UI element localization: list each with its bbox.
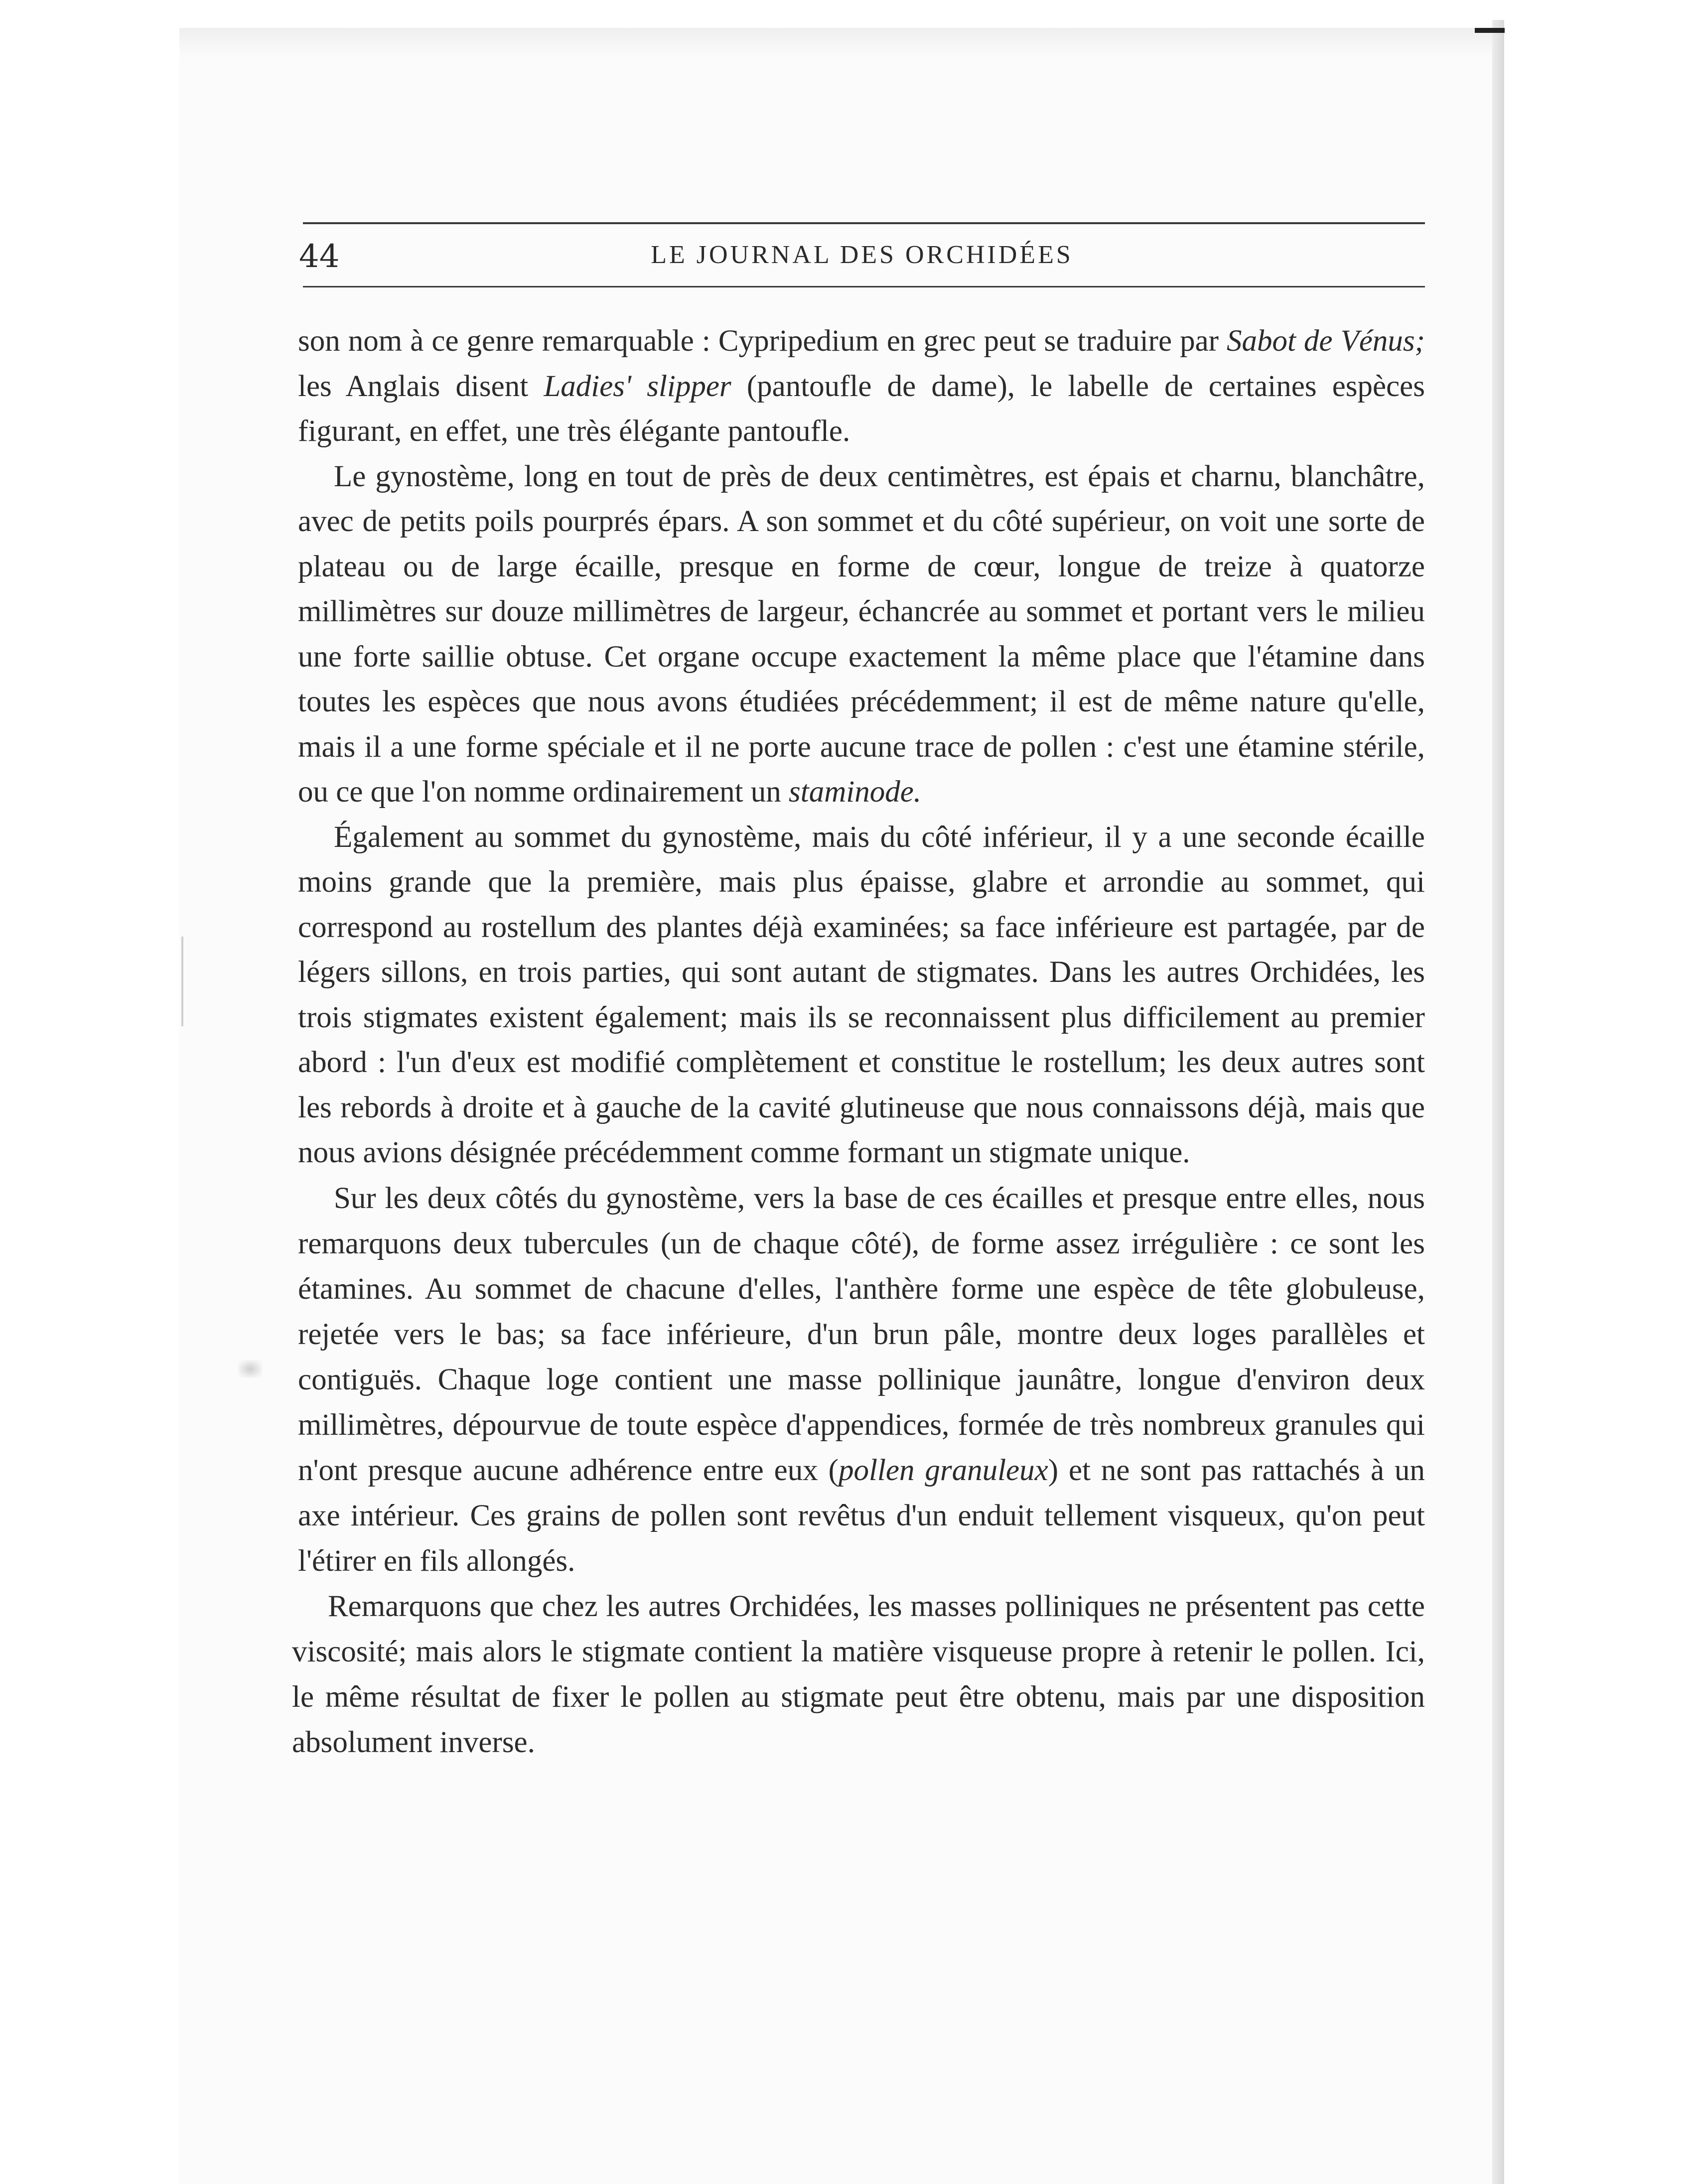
margin-mark (181, 937, 183, 1026)
page-header (299, 234, 1425, 279)
page-number: 44 (299, 238, 340, 275)
header-rule-bottom (303, 286, 1425, 287)
header-rule-top (303, 222, 1425, 224)
scan-top-shade (179, 28, 1495, 58)
paragraph-2: Le gynostème, long en tout de près de deux centimètres, est épais et charnu, blanchâtre, avec de petits poils pourprés épars. A son sommet et du côté supérieur, on voit une sorte de plateau ou de large écaille, presque en forme de cœur, longue de treize à quatorze millimètres sur douze millimètres de largeur, échancrée au sommet et portant vers le milieu une forte saillie obtuse. Cet organe occupe exactement la même place que l'étamine dans toutes les espèces que nous avons étudiées précédemment; il est de même nature qu'elle, mais il a une forme spéciale et il ne porte aucune trace de pollen : c'est une étamine stérile, ou ce que l'on nomme ordinairement un staminode. (298, 459, 1425, 809)
ink-smudge (238, 1360, 262, 1378)
scan-corner-mark (1475, 28, 1505, 33)
body-text (292, 319, 1425, 1765)
running-title: LE JOURNAL DES ORCHIDÉES (651, 241, 1073, 269)
paragraph-5: Remarquons que chez les autres Orchidées, les masses polliniques ne présentent pas cette viscosité; mais alors le stigmate contient la matière visqueuse propre à retenir le pollen. Ici, le même résultat de fixer le pollen au stigmate peut être obtenu, mais par une disposition absolument inverse. (292, 1589, 1425, 1759)
paragraph-3: Également au sommet du gynostème, mais du côté inférieur, il y a une seconde écaille moins grande que la première, mais plus épaisse, glabre et arrondie au sommet, qui correspond au rostellum des plantes déjà examinées; sa face inférieure est partagée, par de légers sillons, en trois parties, qui sont autant de stigmates. Dans les autres Orchidées, les trois stigmates existent également; mais ils se reconnaissent plus difficilement au premier abord : l'un d'eux est modifié complètement et constitue le rostellum; les deux autres sont les rebords à droite et à gauche de la cavité glutineuse que nous connaissons déjà, mais que nous avions désignée précédemment comme formant un stigmate unique. (298, 820, 1425, 1169)
paragraph-4: Sur les deux côtés du gynostème, vers la base de ces écailles et presque entre elles, nous remarquons deux tubercules (un de chaque côté), de forme assez irrégulière : ce sont les étamines. Au sommet de chacune d'elles, l'anthère forme une espèce de tête globuleuse, rejetée vers le bas; sa face inférieure, d'un brun pâle, montre deux loges parallèles et contiguës. Chaque loge contient une masse pollinique jaunâtre, longue d'environ deux millimètres, dépourvue de toute espèce d'appendices, formée de très nombreux granules qui n'ont presque aucune adhérence entre eux (pollen granuleux) et ne sont pas rattachés à un axe intérieur. Ces grains de pollen sont revêtus d'un enduit tellement visqueux, qu'on peut l'étirer en fils allongés. (298, 1181, 1425, 1578)
scan-binding-edge (1492, 20, 1504, 2184)
paragraph-1: son nom à ce genre remarquable : Cypripedium en grec peut se traduire par Sabot de Vénus; les Anglais disent Ladies' slipper (pantoufle de dame), le labelle de certaines espèces figurant, en effet, une très élégante pantoufle. (298, 324, 1425, 448)
